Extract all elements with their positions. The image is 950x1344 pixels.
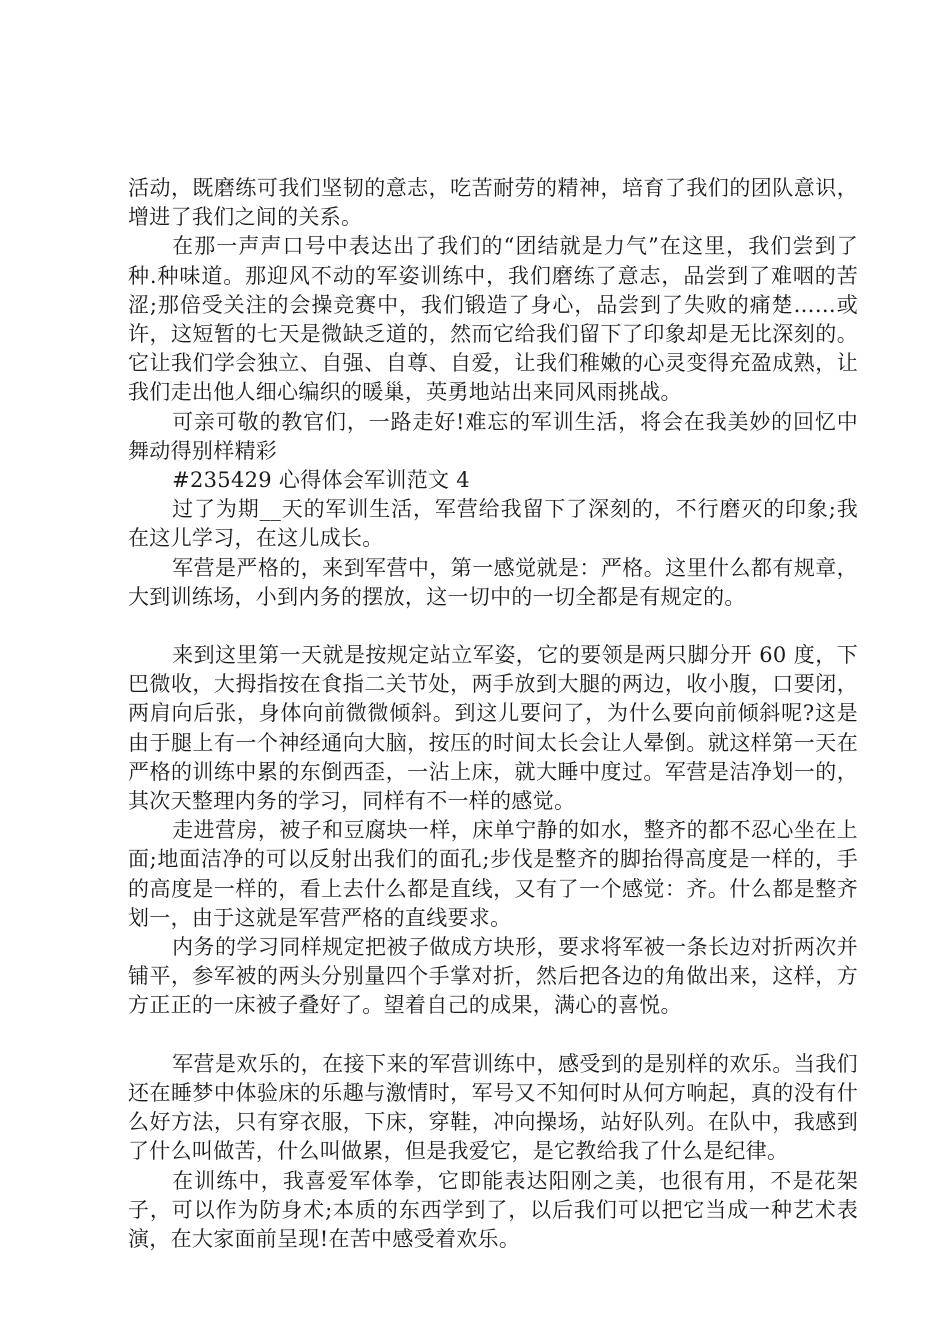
paragraph-4: 过了为期__天的军训生活，军营给我留下了深刻的，不行磨灭的印象;我在这儿学习，在这儿成长。 — [128, 497, 858, 551]
paragraph-8: 内务的学习同样规定把被子做成方块形，要求将军被一条长边对折两次并铺平，参军被的两头分别量四个手掌对折，然后把各边的角做出来，这样，方方正正的一床被子叠好了。望着自己的成果，满心的喜悦。 — [128, 935, 858, 1018]
section-heading: #235429 心得体会军训范文 4 — [172, 468, 470, 493]
paragraph-5: 军营是严格的，来到军营中，第一感觉就是：严格。这里什么都有规章，大到训练场，小到内务的摆放，这一切中的一切全都是有规定的。 — [128, 555, 858, 609]
paragraph-10: 在训练中，我喜爱军体拳，它即能表达阳刚之美，也很有用，不是花架子，可以作为防身术;本质的东西学到了，以后我们可以把它当成一种艺术表演，在大家面前呈现!在苦中感受着欢乐。 — [128, 1168, 858, 1251]
paragraph-9: 军营是欢乐的，在接下来的军营训练中，感受到的是别样的欢乐。当我们还在睡梦中体验床的乐趣与激情时，军号又不知何时从何方响起，真的没有什么好方法，只有穿衣服，下床，穿鞋，冲向操场，站好队列。在队中，我感到了什么叫做苦，什么叫做累，但是我爱它，是它教给我了什么是纪律。 — [128, 1051, 858, 1164]
document-body — [128, 174, 858, 1254]
paragraph-spacer — [128, 612, 858, 641]
paragraph-3: 可亲可敬的教官们，一路走好!难忘的军训生活，将会在我美妙的回忆中舞动得别样精彩 — [128, 409, 858, 463]
paragraph-7: 走进营房，被子和豆腐块一样，床单宁静的如水，整齐的都不忍心坐在上面;地面洁净的可以反射出我们的面孔;步伐是整齐的脚抬得高度是一样的，手的高度是一样的，看上去什么都是直线，又有了一个感觉：齐。什么都是整齐划一，由于这就是军营严格的直线要求。 — [128, 818, 858, 930]
paragraph-spacer — [128, 1021, 858, 1050]
paragraph-6: 来到这里第一天就是按规定站立军姿，它的要领是两只脚分开 60 度，下巴微收，大拇指按在食指二关节处，两手放到大腿的两边，收小腹，口要闭，两肩向后张，身体向前微微倾斜。到这儿要问了，为什么要向前倾斜呢?这是由于腿上有一个神经通向大脑，按压的时间太长会让人晕倒。就这样第一天在严格的训练中累的东倒西歪，一沾上床，就大睡中度过。军营是洁净划一的，其次天整理内务的学习，同样有不一样的感觉。 — [128, 643, 858, 814]
paragraph-1: 活动，既磨练可我们坚韧的意志，吃苦耐劳的精神，培育了我们的团队意识，增进了我们之间的关系。 — [128, 176, 858, 230]
paragraph-2: 在那一声声口号中表达出了我们的“团结就是力气”在这里，我们尝到了种.种味道。那迎风不动的军姿训练中，我们磨练了意志，品尝到了难咽的苦涩;那倍受关注的会操竞赛中，我们锻造了身心，品尝到了失败的痛楚……或许，这短暂的七天是微缺乏道的，然而它给我们留下了印象却是无比深刻的。它让我们学会独立、自强、自尊、自爱，让我们稚嫩的心灵变得充盈成熟，让我们走出他人细心编织的暖巢，英勇地站出来同风雨挑战。 — [128, 234, 858, 405]
